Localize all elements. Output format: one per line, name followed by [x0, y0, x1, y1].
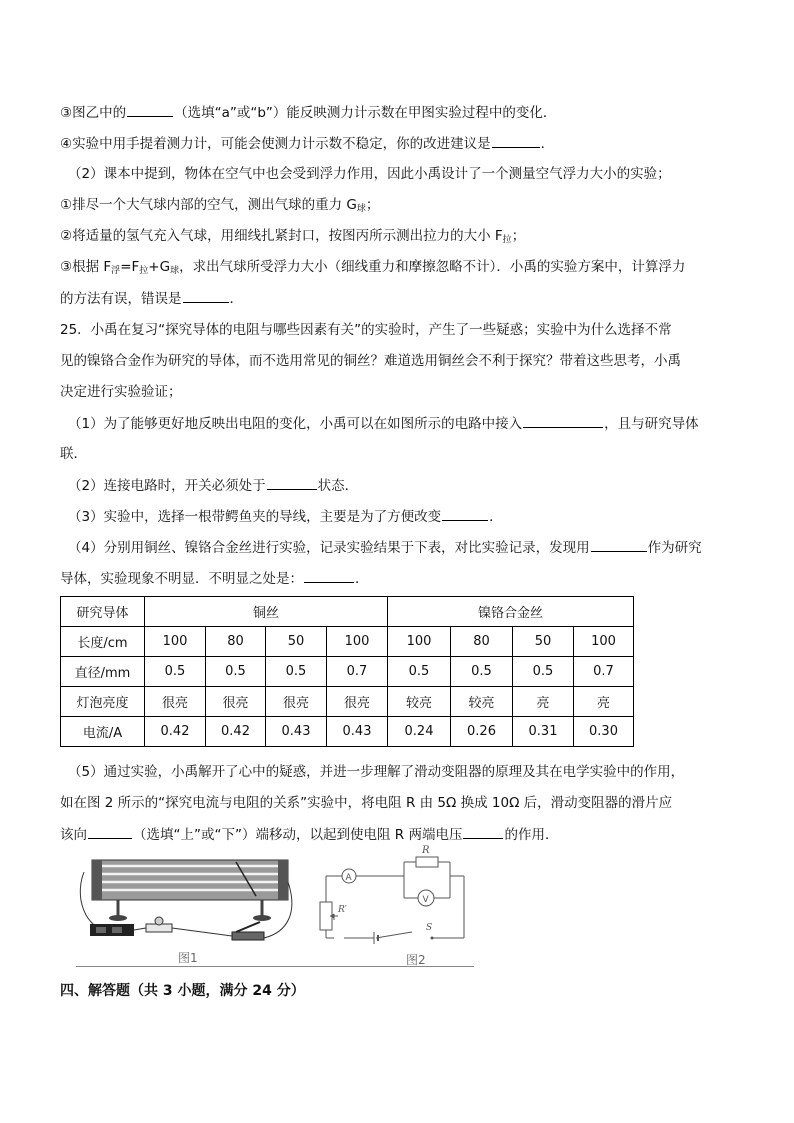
q24-line-4	[60, 133, 554, 154]
table-cell: 100	[574, 627, 634, 657]
table-cell: 0.5	[145, 657, 206, 687]
table-cell: 0.43	[266, 717, 327, 747]
table-row	[61, 717, 634, 747]
table-cell: 100	[145, 627, 206, 657]
figure-1-label: 图1	[178, 951, 198, 965]
q25-part-1	[68, 413, 699, 434]
table-cell: 0.5	[451, 657, 513, 687]
table-cell: 灯泡亮度	[61, 687, 145, 717]
q24-step-1	[60, 195, 379, 219]
q25-p2-text-b: 状态．	[317, 478, 359, 494]
q25-p4-text-c: 导体，实验现象不明显．不明显之处是：	[60, 571, 303, 587]
q25-p3-text-b: ．	[489, 509, 503, 525]
q24-s2-text: ②将适量的氢气充入气球，用细线扎紧封口，按图丙所示测出拉力的大小 F	[60, 228, 503, 244]
table-cell: 100	[327, 627, 388, 657]
table-cell: 0.7	[327, 657, 388, 687]
table-cell: 0.26	[451, 717, 513, 747]
answer-blank[interactable]	[127, 102, 173, 117]
q24-s3-sub1: 浮	[111, 266, 121, 276]
table-cell: 100	[388, 627, 451, 657]
q25-p4-text-b: 作为研究	[647, 540, 702, 556]
table-cell: 0.5	[266, 657, 327, 687]
table-cell: 80	[451, 627, 513, 657]
answer-blank[interactable]	[183, 288, 229, 303]
table-cell: 0.42	[206, 717, 266, 747]
table-cell: 亮	[513, 687, 574, 717]
table-header-cell: 镍铬合金丝	[388, 597, 634, 627]
table-row	[61, 657, 634, 687]
q25-part-4-cont	[60, 568, 369, 589]
voltmeter	[418, 890, 434, 906]
table-row	[61, 687, 634, 717]
voltmeter-label: V	[422, 895, 429, 905]
q24-l3-text-b: （选填“a”或“b”）能反映测力计示数在甲图实验过程中的变化．	[174, 105, 557, 121]
answer-blank[interactable]	[463, 824, 503, 839]
q25-p1-text: （1）为了能够更好地反映出电阻的变化，小禹可以在如图所示的电路中接入	[68, 416, 523, 432]
q25-p5-text-e: 的作用．	[504, 827, 559, 843]
ammeter	[342, 869, 356, 883]
q24-s1-text: ①排尽一个大气球内部的空气，测出气球的重力 G	[60, 197, 357, 213]
q25-part-3	[68, 506, 503, 527]
q24-s1-end: ；	[365, 197, 380, 213]
table-cell: 电流/A	[61, 717, 145, 747]
q24-line-3	[60, 102, 556, 123]
q24-s3-sub3: 球	[170, 266, 180, 276]
q24-step-3	[60, 257, 685, 281]
q25-p4-text: （4）分别用铜丝、镍铬合金丝进行实验，记录实验结果于下表，对比实验记录，发现用	[68, 540, 590, 556]
answer-blank[interactable]	[492, 133, 540, 148]
table-cell: 0.30	[574, 717, 634, 747]
q24-step-3-cont	[60, 288, 243, 309]
q24-s3-e: 的方法有误，错误是	[60, 291, 182, 307]
table-cell: 0.42	[145, 717, 206, 747]
q25-p1-text-b: ，且与研究导体	[604, 416, 699, 432]
figure-2-circuit	[314, 845, 474, 968]
q24-s2-sub: 拉	[502, 235, 512, 245]
q24-s3-b: =F	[120, 259, 140, 275]
table-cell: 长度/cm	[61, 627, 145, 657]
experiment-table	[60, 596, 634, 747]
resistor-label: R	[422, 845, 430, 856]
table-cell: 很亮	[145, 687, 206, 717]
rheostat-label: R′	[338, 905, 347, 915]
q25-part-4	[68, 537, 702, 558]
q24-s3-c: +G	[148, 259, 171, 275]
q25-p3-text: （3）实验中，选择一根带鳄鱼夹的导线，主要是为了方便改变	[68, 509, 442, 525]
table-header-row	[61, 597, 634, 627]
answer-blank[interactable]	[591, 537, 647, 552]
figure-divider	[76, 966, 474, 967]
switch-label: S	[426, 923, 433, 933]
q24-s2-end: ；	[511, 228, 526, 244]
table-cell: 50	[266, 627, 327, 657]
answer-blank[interactable]	[304, 568, 354, 583]
q24-s1-sub: 球	[356, 204, 366, 214]
answer-blank[interactable]	[523, 413, 603, 428]
table-cell: 50	[513, 627, 574, 657]
q25-part-2	[68, 475, 358, 496]
q25-part-5: （5）通过实验，小禹解开了心中的疑惑，并进一步理解了滑动变阻器的原理及其在电学实验中的作用，	[68, 764, 685, 780]
q25-p5-text-c: 该向	[60, 827, 87, 843]
wire-board	[92, 860, 288, 900]
table-cell: 0.5	[513, 657, 574, 687]
figure-1-apparatus	[76, 852, 298, 968]
q24-part-2: （2）课本中提到，物体在空气中也会受到浮力作用，因此小禹设计了一个测量空气浮力大小的实验；	[68, 166, 671, 182]
q24-s3-a: ③根据 F	[60, 259, 112, 275]
q25-part-5-line-2: 如在图 2 所示的“探究电流与电阻的关系”实验中，将电阻 R 由 5Ω 换成 10Ω 后，滑动变阻器的滑片应	[60, 795, 673, 811]
q24-s3-f: ．	[229, 291, 243, 307]
ammeter-label: A	[345, 873, 352, 883]
q25-intro-3: 决定进行实验验证；	[60, 384, 182, 400]
table-cell: 很亮	[206, 687, 266, 717]
q25-part-5-line-3	[60, 824, 558, 845]
table-header-cell: 研究导体	[61, 597, 145, 627]
answer-blank[interactable]	[267, 475, 317, 490]
battery-box	[90, 924, 134, 936]
q25-p2-text: （2）连接电路时，开关必须处于	[68, 478, 266, 494]
q24-step-2	[60, 226, 525, 250]
section-4-heading: 四、解答题（共 3 小题，满分 24 分）	[60, 983, 305, 999]
table-header-cell: 铜丝	[145, 597, 388, 627]
q25-p4-text-d: ．	[355, 571, 369, 587]
table-cell: 较亮	[451, 687, 513, 717]
table-cell: 较亮	[388, 687, 451, 717]
table-cell: 很亮	[266, 687, 327, 717]
table-cell: 亮	[574, 687, 634, 717]
table-cell: 80	[206, 627, 266, 657]
q24-l3-text-a: ③图乙中的	[60, 105, 127, 121]
answer-blank[interactable]	[88, 824, 132, 839]
table-cell: 直径/mm	[61, 657, 145, 687]
table-cell: 0.43	[327, 717, 388, 747]
table-cell: 0.31	[513, 717, 574, 747]
q25-intro-1: 25．小禹在复习“探究导体的电阻与哪些因素有关”的实验时，产生了一些疑惑；实验中为什么选择不常	[60, 322, 672, 338]
q24-s3-sub2: 拉	[139, 266, 149, 276]
q24-l4-text-b: ．	[540, 136, 555, 152]
table-cell: 0.5	[206, 657, 266, 687]
q25-p5-text-d: （选填“上”或“下”）端移动，以起到使电阻 R 两端电压	[133, 827, 463, 843]
q25-part-1-cont: 联．	[60, 446, 87, 462]
table-row	[61, 627, 634, 657]
table-cell: 0.5	[388, 657, 451, 687]
table-cell: 0.7	[574, 657, 634, 687]
table-cell: 很亮	[327, 687, 388, 717]
q25-intro-2: 见的镍铬合金作为研究的导体，而不选用常见的铜丝？难道选用铜丝会不利于探究？带着这些思考，小禹	[60, 353, 681, 369]
figure-2-label: 图2	[406, 953, 426, 967]
answer-blank[interactable]	[442, 506, 488, 521]
q24-s3-d: ，求出气球所受浮力大小（细线重力和摩擦忽略不计）．小禹的实验方案中，计算浮力	[179, 259, 686, 275]
table-cell: 0.24	[388, 717, 451, 747]
q24-l4-text-a: ④实验中用手提着测力计，可能会使测力计示数不稳定，你的改进建议是	[60, 136, 491, 152]
